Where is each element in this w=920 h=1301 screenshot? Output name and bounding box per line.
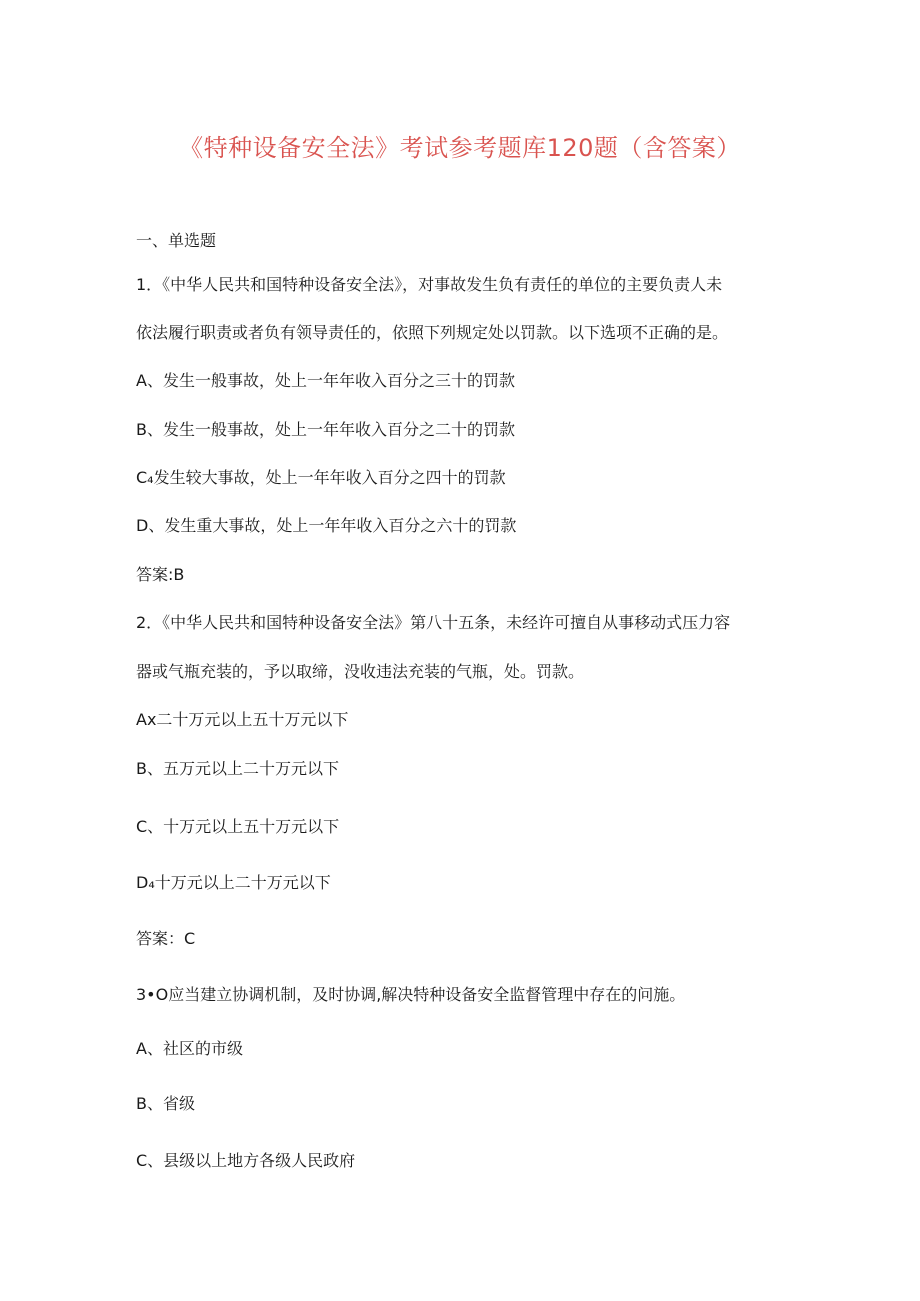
question-3-stem: 3•O应当建立协调机制，及时协调,解决特种设备安全监督管理中存在的问施。 [136,985,686,1004]
question-3-option-a: A、社区的市级 [136,1039,243,1058]
question-1-answer: 答案:B [136,565,185,584]
question-1-stem-line-2: 依法履行职责或者负有领导责任的，依照下列规定处以罚款。以下选项不正确的是。 [136,323,729,342]
question-1-option-c: C₄发生较大事故，处上一年年收入百分之四十的罚款 [136,468,506,487]
question-3-option-b: B、省级 [136,1094,195,1113]
question-1-option-d: D、发生重大事故，处上一年年收入百分之六十的罚款 [136,516,517,535]
question-2-option-d: D₄十万元以上二十万元以下 [136,873,331,892]
document-title: 《特种设备安全法》考试参考题库120题（含答案） [179,134,741,162]
section-heading: 一、单选题 [136,231,217,250]
question-2-option-a: Ax二十万元以上五十万元以下 [136,710,349,729]
question-2-option-b: B、五万元以上二十万元以下 [136,759,339,778]
question-2-stem-line-2: 器或气瓶充装的，予以取缔，没收违法充装的气瓶，处。罚款。 [136,662,585,681]
question-1-option-b: B、发生一般事故，处上一年年收入百分之二十的罚款 [136,420,515,439]
question-2-stem-line-1: 2．《中华人民共和国特种设备安全法》第八十五条，未经许可擅自从事移动式压力容 [136,613,731,632]
question-1-option-a: A、发生一般事故，处上一年年收入百分之三十的罚款 [136,371,515,390]
question-2-option-c: C、十万元以上五十万元以下 [136,817,340,836]
question-3-option-c: C、县级以上地方各级人民政府 [136,1151,356,1170]
question-2-answer: 答案：C [136,929,196,948]
question-1-stem-line-1: 1．《中华人民共和国特种设备安全法》，对事故发生负有责任的单位的主要负责人未 [136,275,723,294]
